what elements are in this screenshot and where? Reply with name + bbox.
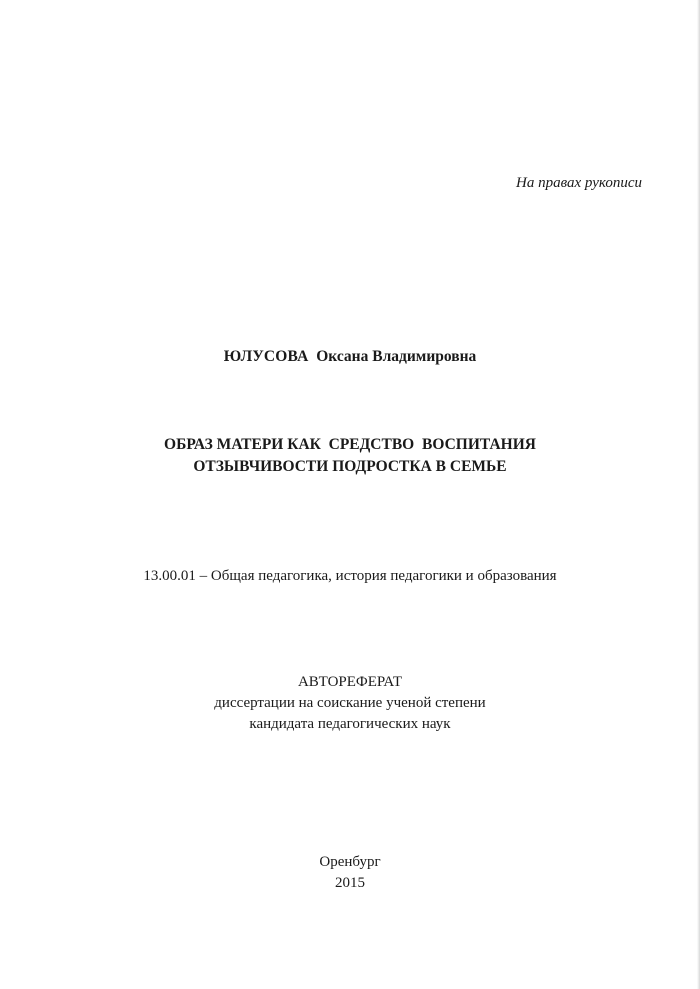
abstract-line-2: кандидата педагогических наук: [249, 716, 451, 732]
author-name: [0, 348, 700, 366]
specialty-line: 13.00.01 – Общая педагогика, история педагогики и образования: [143, 568, 557, 584]
dissertation-title: [0, 434, 700, 478]
publication-year: 2015: [335, 875, 365, 891]
title-line-1: ОБРАЗ МАТЕРИ КАК СРЕДСТВО ВОСПИТАНИЯ: [164, 436, 536, 453]
publication-city: Оренбург: [319, 854, 381, 870]
title-line-2: ОТЗЫВЧИВОСТИ ПОДРОСТКА В СЕМЬЕ: [193, 458, 507, 475]
publication-info: [0, 852, 700, 894]
abstract-line-1: диссертации на соискание ученой степени: [214, 695, 486, 711]
rights-note: На правах рукописи: [516, 175, 642, 191]
abstract-block: [0, 672, 700, 735]
author-given-names: Оксана Владимировна: [316, 348, 477, 365]
author-surname: ЮЛУСОВА: [223, 348, 309, 365]
abstract-heading: АВТОРЕФЕРАТ: [297, 674, 403, 690]
